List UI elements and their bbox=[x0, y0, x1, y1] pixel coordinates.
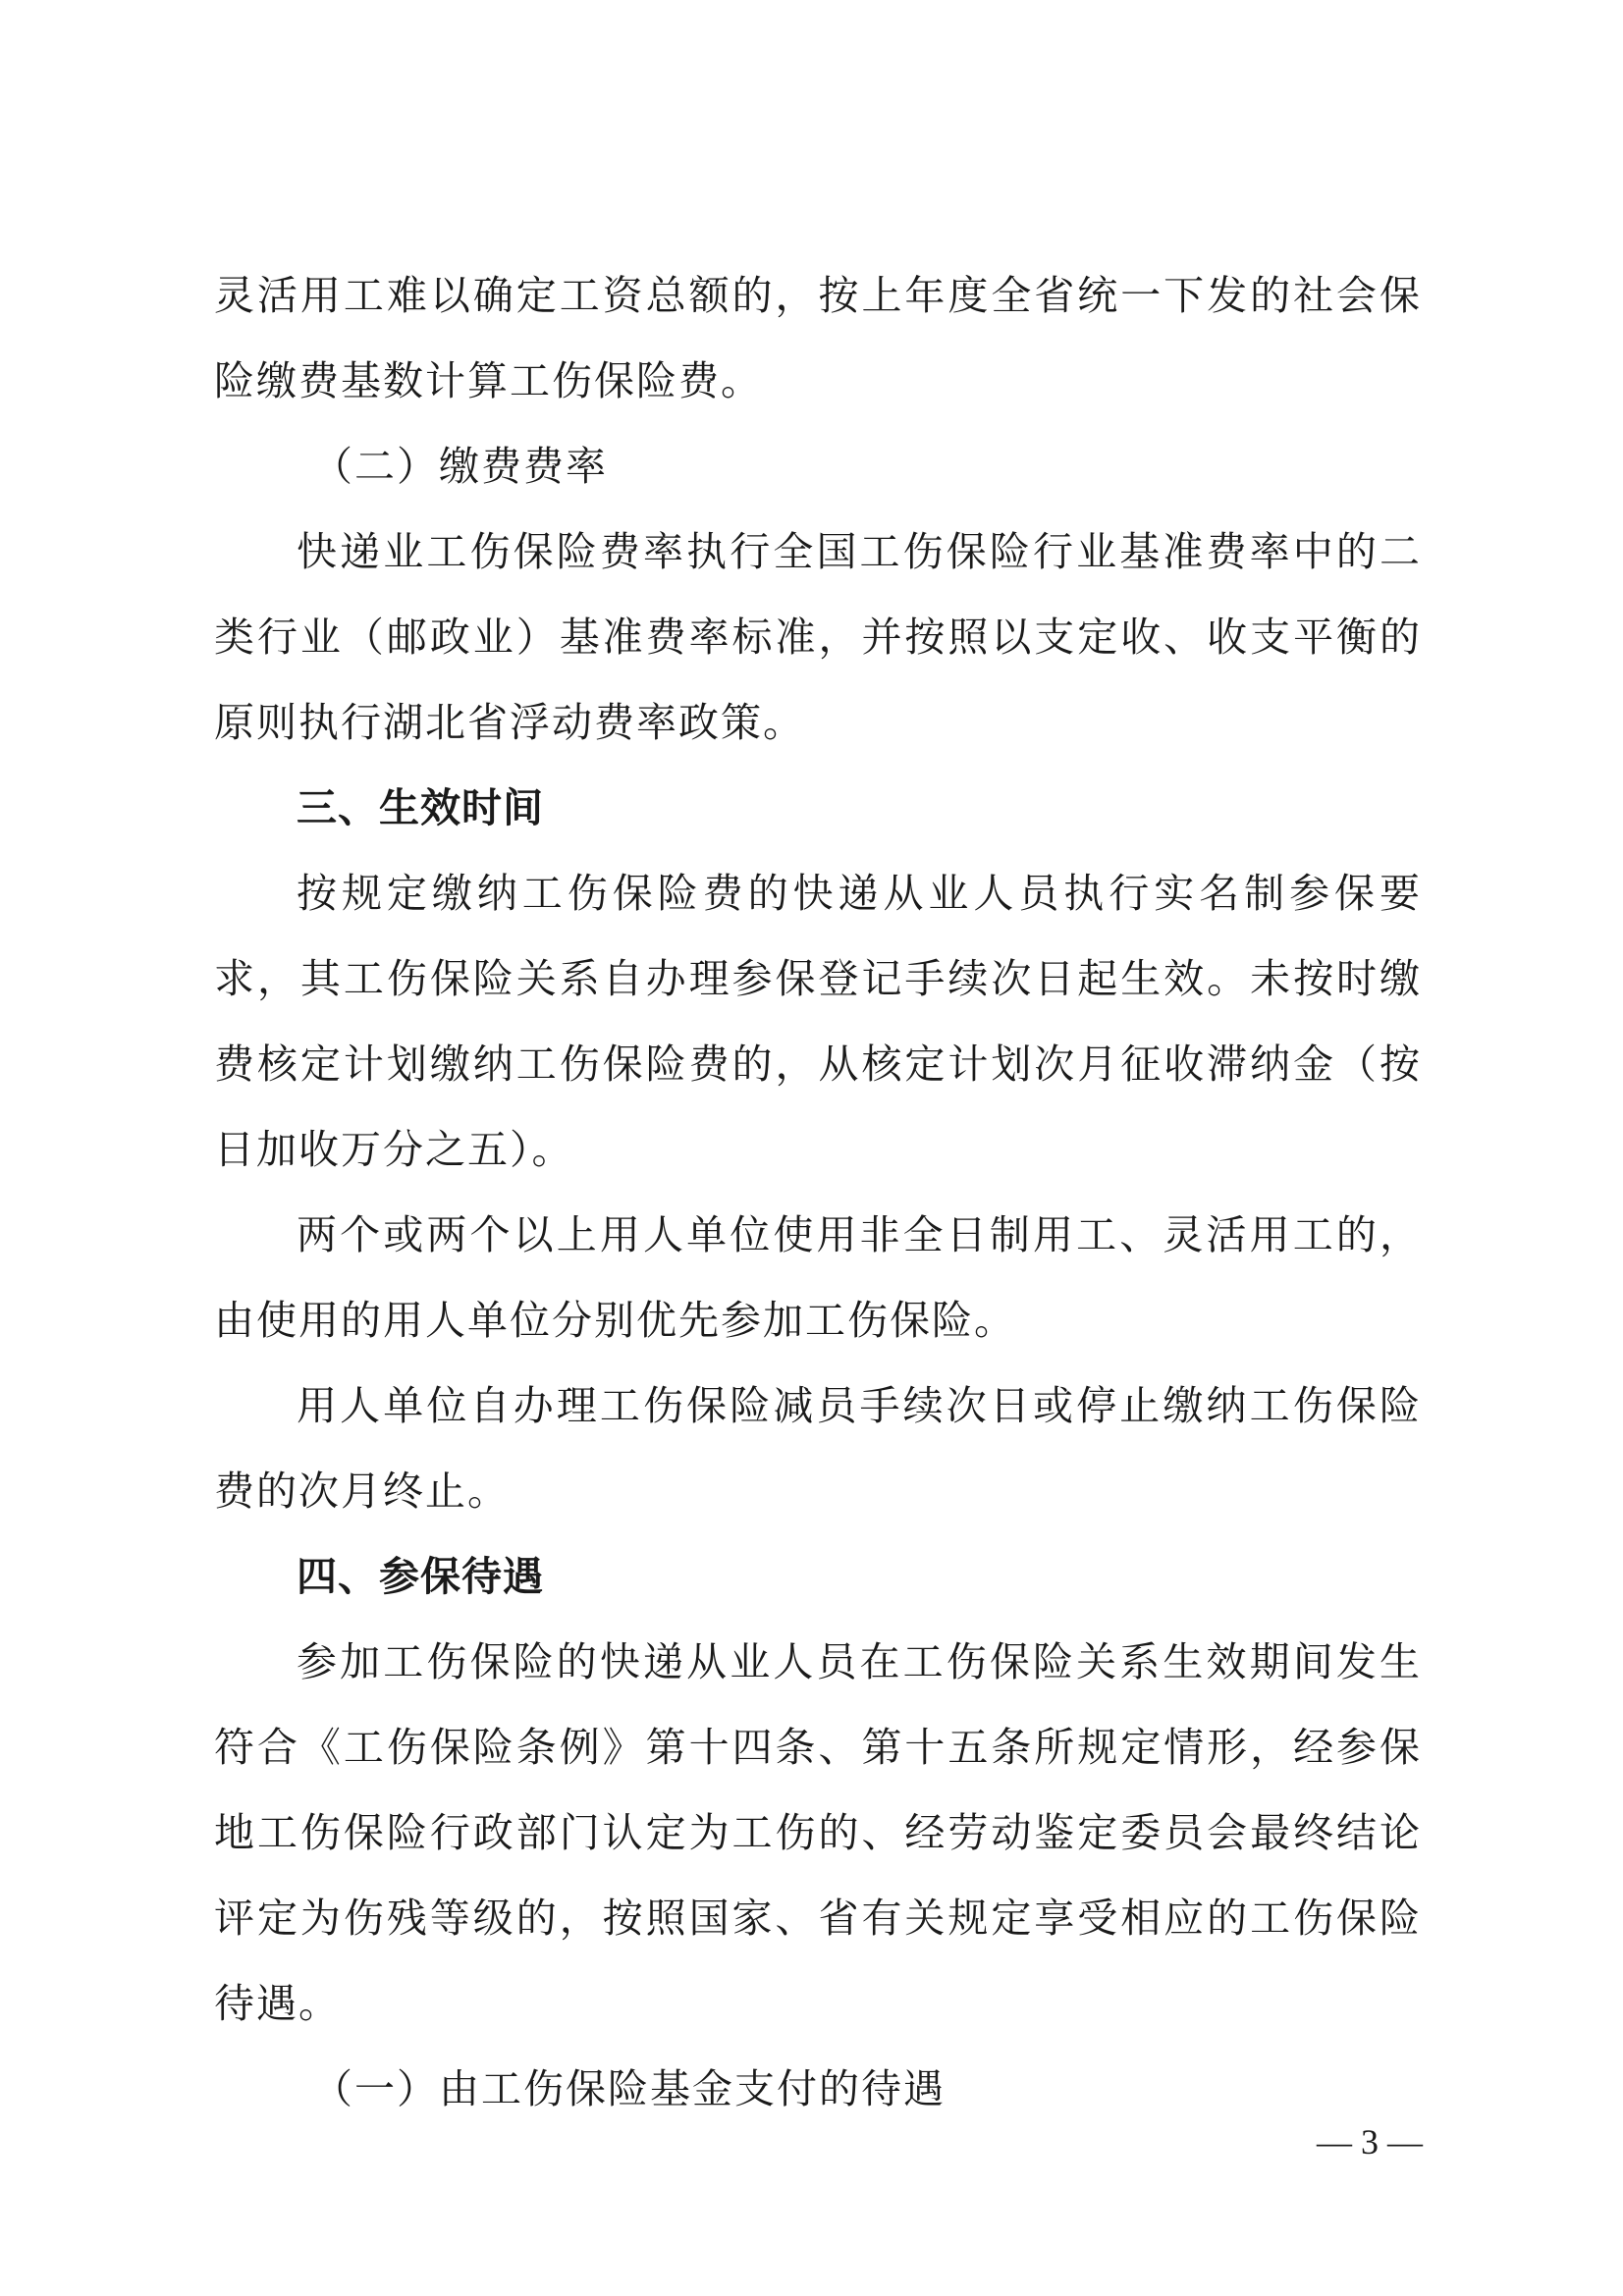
subheading-contribution-rate: （二）缴费费率 bbox=[312, 443, 608, 490]
paragraph-effective-registration: 按规定缴纳工伤保险费的快递从业人员执行实名制参保要求，其工伤保险关系自办理参保登记手续次日起生效。未按时缴费核定计划缴纳工伤保险费的，从核定计划次月征收滞纳金（按日加收万分之五）。 bbox=[214, 870, 1422, 1173]
paragraph-rate-policy: 快递业工伤保险费率执行全国工伤保险行业基准费率中的二类行业（邮政业）基准费率标准，并按照以支定收、收支平衡的原则执行湖北省浮动费率政策。 bbox=[214, 528, 1422, 746]
page-number: — 3 — bbox=[1317, 2122, 1423, 2162]
subheading-fund-paid-benefits: （一）由工伤保险基金支付的待遇 bbox=[312, 2065, 946, 2112]
paragraph-contribution-base: 灵活用工难以确定工资总额的，按上年度全省统一下发的社会保险缴费基数计算工伤保险费。 bbox=[214, 272, 1422, 404]
paragraph-benefit-eligibility: 参加工伤保险的快递从业人员在工伤保险关系生效期间发生符合《工伤保险条例》第十四条、第十五条所规定情形，经参保地工伤保险行政部门认定为工伤的、经劳动鉴定委员会最终结论评定为伤残等级的，按照国家、省有关规定享受相应的工伤保险待遇。 bbox=[214, 1638, 1422, 2027]
heading-insurance-benefits: 四、参保待遇 bbox=[297, 1553, 544, 1600]
paragraph-termination: 用人单位自办理工伤保险减员手续次日或停止缴纳工伤保险费的次月终止。 bbox=[214, 1382, 1422, 1515]
paragraph-multiple-employers: 两个或两个以上用人单位使用非全日制用工、灵活用工的，由使用的用人单位分别优先参加工伤保险。 bbox=[214, 1211, 1422, 1344]
document-body bbox=[214, 253, 1422, 2132]
heading-effective-time: 三、生效时间 bbox=[297, 784, 544, 831]
